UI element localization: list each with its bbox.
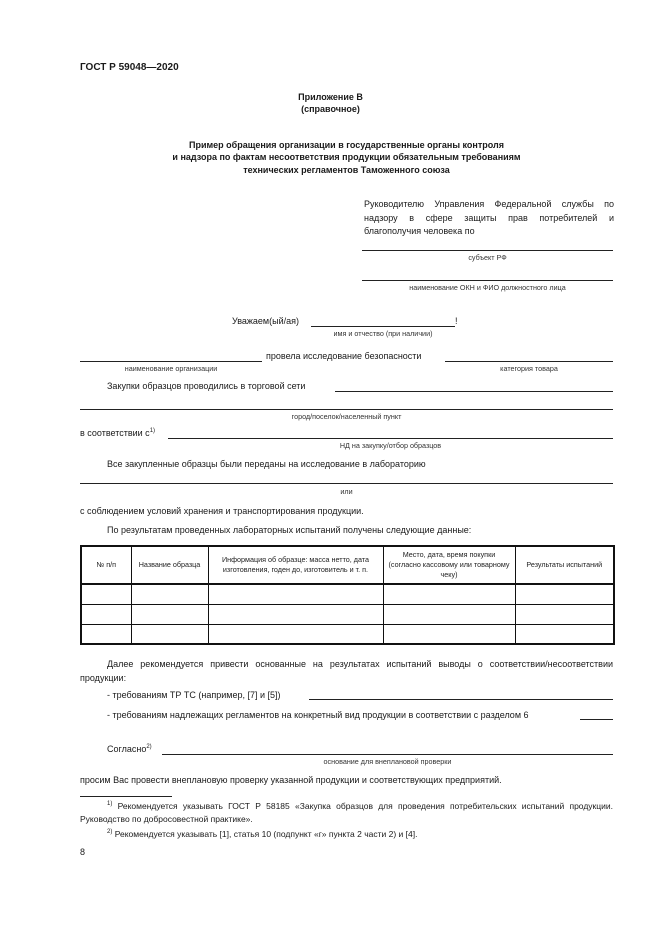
table-cell[interactable] xyxy=(383,624,515,644)
conclusion-item1: - требованиям ТР ТС (например, [7] и [5]) xyxy=(107,690,281,700)
inspection-basis-field[interactable] xyxy=(162,754,613,755)
city-hint: город/поселок/населенный пункт xyxy=(291,412,402,421)
table-cell[interactable] xyxy=(208,624,383,644)
purchase-text: Закупки образцов проводились в торговой сети xyxy=(107,381,306,391)
product-category-hint: категория товара xyxy=(500,364,558,373)
lab-field[interactable] xyxy=(80,483,613,484)
inspection-basis-hint: основание для внеплановой проверки xyxy=(323,757,452,766)
table-cell[interactable] xyxy=(515,624,614,644)
nd-field[interactable] xyxy=(168,438,613,439)
org-middle-text: провела исследование безопасности xyxy=(266,351,422,361)
agreement-text: Согласно$^{2)}$ xyxy=(107,744,152,754)
doc-title-line2: и надзора по фактам несоответствия продукции обязательным требованиям xyxy=(172,152,521,162)
tr-ts-field[interactable] xyxy=(309,699,613,700)
addressee-text: Руководителю Управления Федеральной службы по надзору в сфере защиты прав потребителей и благополучия человека по xyxy=(364,199,614,236)
table-cell[interactable] xyxy=(208,604,383,624)
greeting-name-field[interactable] xyxy=(311,326,455,327)
standard-number: ГОСТ Р 59048—2020 xyxy=(80,62,179,73)
subject-rf-field[interactable] xyxy=(362,250,613,251)
city-field[interactable] xyxy=(80,409,613,410)
footnote-ref-2: 2) xyxy=(146,744,152,750)
doc-title-line1: Пример обращения организации в государственные органы контроля xyxy=(189,140,504,150)
regulation-field[interactable] xyxy=(580,719,613,720)
table-cell[interactable] xyxy=(515,604,614,624)
table-cell[interactable] xyxy=(131,624,208,644)
table-cell[interactable] xyxy=(81,584,131,604)
doc-title-line3: технических регламентов Таможенного союза xyxy=(243,165,450,175)
storage-text: с соблюдением условий хранения и транспортирования продукции. xyxy=(80,506,364,516)
subject-rf-hint: субъект РФ xyxy=(468,253,507,262)
table-cell[interactable] xyxy=(81,604,131,624)
greeting-end: ! xyxy=(455,316,458,326)
table-header-row xyxy=(81,546,614,584)
footnote-2: $^{2)}$ Рекомендуется указывать [1], статья 10 (подпункт «г» пункта 2 части 2) и [4]. xyxy=(107,829,418,839)
header-purchase-place: Место, дата, время покупки (согласно кассовому или товарному чеку) xyxy=(383,546,515,584)
greeting-text: Уважаем(ый/ая) xyxy=(232,316,299,326)
product-category-field[interactable] xyxy=(445,361,613,362)
conclusion-paragraph: Далее рекомендуется привести основанные на результатах испытаний выводы о соответствии/несоответствии продукции: xyxy=(80,659,613,683)
footnote-ref-1: 1) xyxy=(149,428,156,434)
header-test-results: Результаты испытаний xyxy=(515,546,614,584)
results-table xyxy=(80,545,615,645)
footnote-separator xyxy=(80,796,172,797)
results-intro-text: По результатам проведенных лабораторных испытаний получены следующие данные: xyxy=(107,525,472,535)
accordance-text: в соответствии $с^{1)}$ xyxy=(80,428,156,438)
table-row xyxy=(81,624,614,644)
table-row xyxy=(81,584,614,604)
organization-field[interactable] xyxy=(80,361,262,362)
table-cell[interactable] xyxy=(208,584,383,604)
request-text: просим Вас провести внеплановую проверку указанной продукции и соответствующих предприятий. xyxy=(80,775,502,785)
table-cell[interactable] xyxy=(81,624,131,644)
page-number: 8 xyxy=(80,847,86,857)
nd-hint: НД на закупку/отбор образцов xyxy=(339,441,442,450)
lab-text: Все закупленные образцы были переданы на исследование в лабораторию xyxy=(107,459,426,469)
footnote-1: $^{1)}$ Рекомендуется указывать ГОСТ Р 58185 «Закупка образцов для проведения потребительских испытаний продукции. Руководство по добросовестной практике». xyxy=(80,801,613,824)
header-sample-name: Название образца xyxy=(131,546,208,584)
table-cell[interactable] xyxy=(131,604,208,624)
table-cell[interactable] xyxy=(515,584,614,604)
conclusion-item2: - требованиям надлежащих регламентов на конкретный вид продукции в соответствии с разделом 6 xyxy=(107,710,529,720)
okn-official-hint: наименование ОКН и ФИО должностного лица xyxy=(409,283,566,292)
header-number: № п/п xyxy=(81,546,131,584)
table-row xyxy=(81,604,614,624)
okn-official-field[interactable] xyxy=(362,280,613,281)
table-cell[interactable] xyxy=(383,584,515,604)
lab-hint: или xyxy=(340,487,353,496)
table-cell[interactable] xyxy=(131,584,208,604)
header-sample-info: Информация об образце: масса нетто, дата изготовления, годен до, изготовитель и т. п. xyxy=(208,546,383,584)
table-cell[interactable] xyxy=(383,604,515,624)
appendix-type: (справочное) xyxy=(301,104,360,114)
appendix-title: Приложение В xyxy=(298,92,363,102)
organization-hint: наименование организации xyxy=(124,364,218,373)
retail-chain-field[interactable] xyxy=(335,391,613,392)
greeting-hint: имя и отчество (при наличии) xyxy=(333,329,433,338)
